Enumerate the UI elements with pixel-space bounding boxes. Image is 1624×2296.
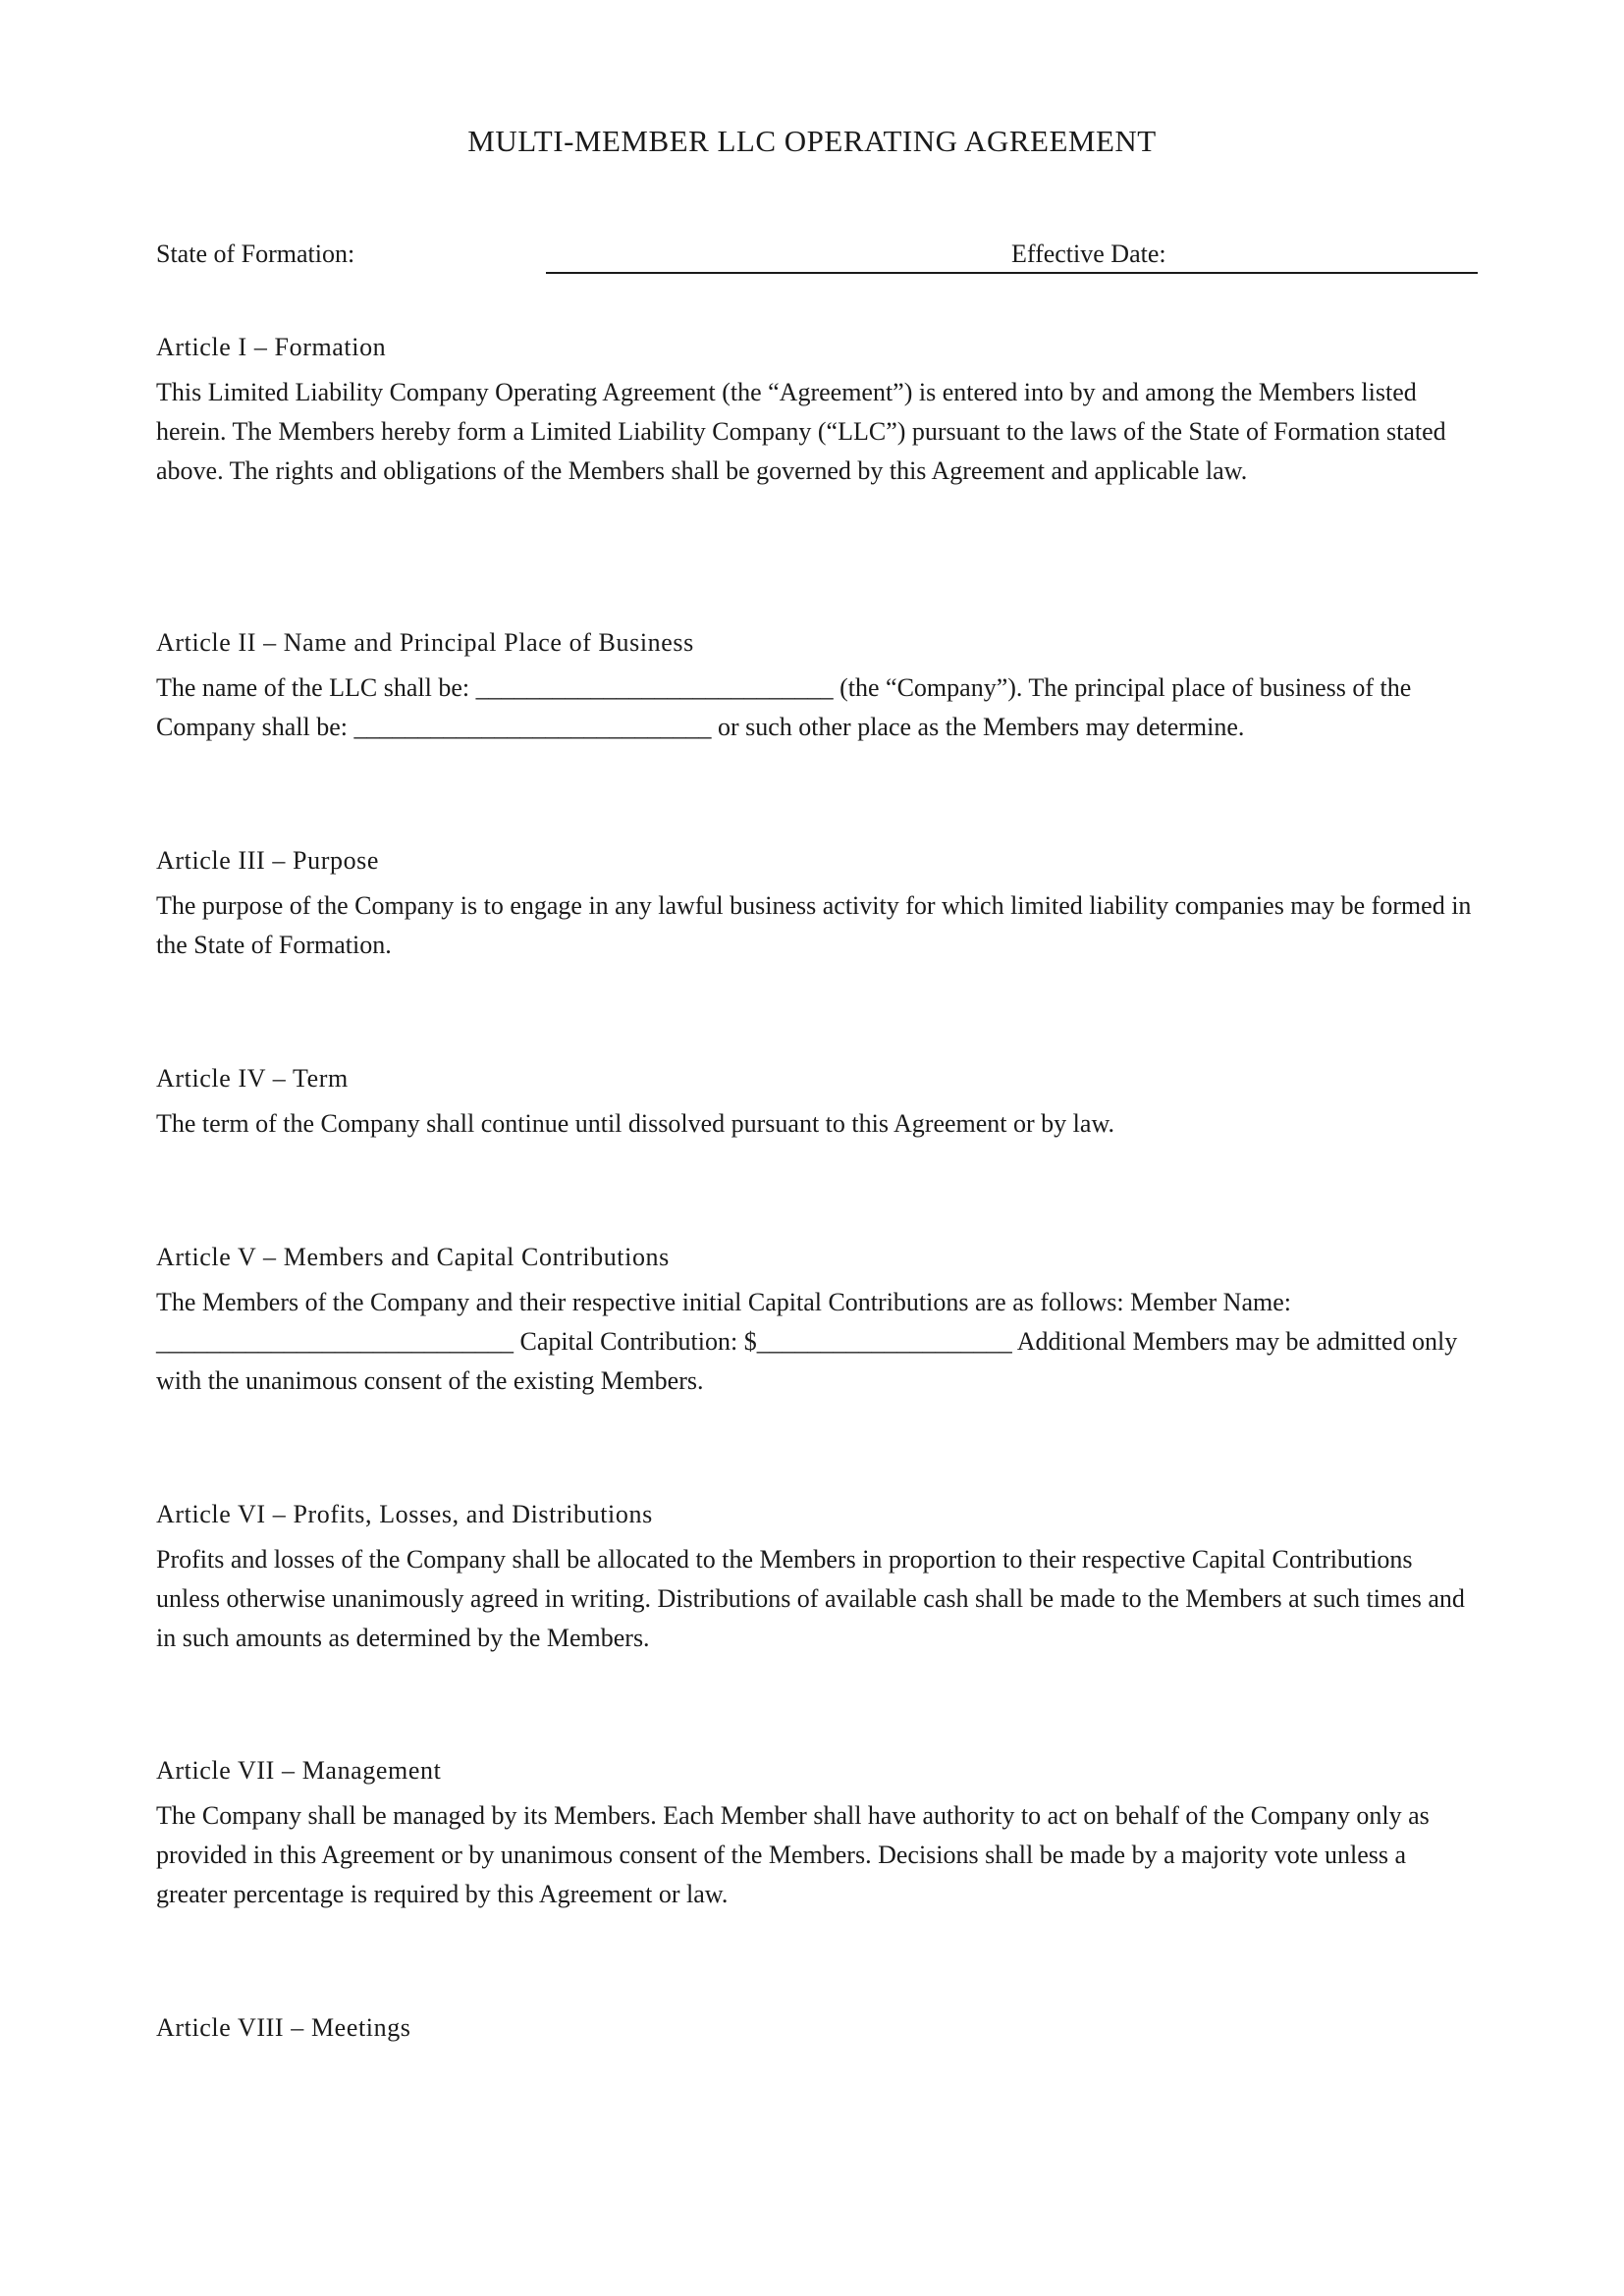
article-heading: Article VIII – Meetings: [156, 2013, 411, 2042]
article-7: [156, 1753, 1482, 1914]
article-body: This Limited Liability Company Operating Agreement (the “Agreement”) is entered into by and among the Members listed herein. The Members hereby form a Limited Liability Company (“LLC”) pursuant to the laws of the State of Formation stated above. The rights and obligations of the Members shall be governed by this Agreement and applicable law.: [156, 378, 1446, 485]
article-heading: Article VI – Profits, Losses, and Distributions: [156, 1500, 653, 1528]
article-body: The purpose of the Company is to engage in any lawful business activity for which limited liability companies may be formed in the State of Formation.: [156, 891, 1472, 959]
article-2: [156, 625, 1482, 747]
article-heading: Article I – Formation: [156, 333, 387, 361]
document-title: MULTI-MEMBER LLC OPERATING AGREEMENT: [467, 124, 1157, 158]
article-6: [156, 1497, 1482, 1658]
state-of-formation-label: State of Formation:: [156, 240, 355, 268]
article-3: [156, 843, 1482, 965]
effective-date-label: Effective Date:: [1011, 240, 1166, 268]
state-of-formation-blank: [546, 272, 1478, 274]
article-heading: Article VII – Management: [156, 1756, 442, 1785]
article-body: The Members of the Company and their respective initial Capital Contributions are as follows: Member Name: ____________________________ Capital Contribution: $____________________ Additional Members may be admitted only with the unanimous consent of the existing Members.: [156, 1288, 1458, 1395]
article-body: The Company shall be managed by its Members. Each Member shall have authority to act on behalf of the Company only as provided in this Agreement or by unanimous consent of the Members. Decisions shall be made by a majority vote unless a greater percentage is required by this Agreement or law.: [156, 1801, 1430, 1908]
article-heading: Article IV – Term: [156, 1064, 349, 1093]
article-body: The name of the LLC shall be: ____________________________ (the “Company”). The principal place of business of the Company shall be: ____________________________ or such other place as the Members may determine.: [156, 673, 1412, 741]
formation-header: [156, 240, 1478, 275]
article-heading: Article V – Members and Capital Contributions: [156, 1243, 670, 1271]
article-4: [156, 1061, 1482, 1144]
article-body: Profits and losses of the Company shall be allocated to the Members in proportion to their respective Capital Contributions unless otherwise unanimously agreed in writing. Distributions of available cash shall be made to the Members at such times and in such amounts as determined by the Members.: [156, 1545, 1465, 1652]
article-1: [156, 330, 1482, 491]
article-heading: Article II – Name and Principal Place of Business: [156, 628, 694, 657]
article-body: The term of the Company shall continue until dissolved pursuant to this Agreement or by law.: [156, 1109, 1115, 1138]
article-5: [156, 1240, 1482, 1401]
article-8: [156, 2010, 1482, 2046]
article-heading: Article III – Purpose: [156, 846, 380, 875]
